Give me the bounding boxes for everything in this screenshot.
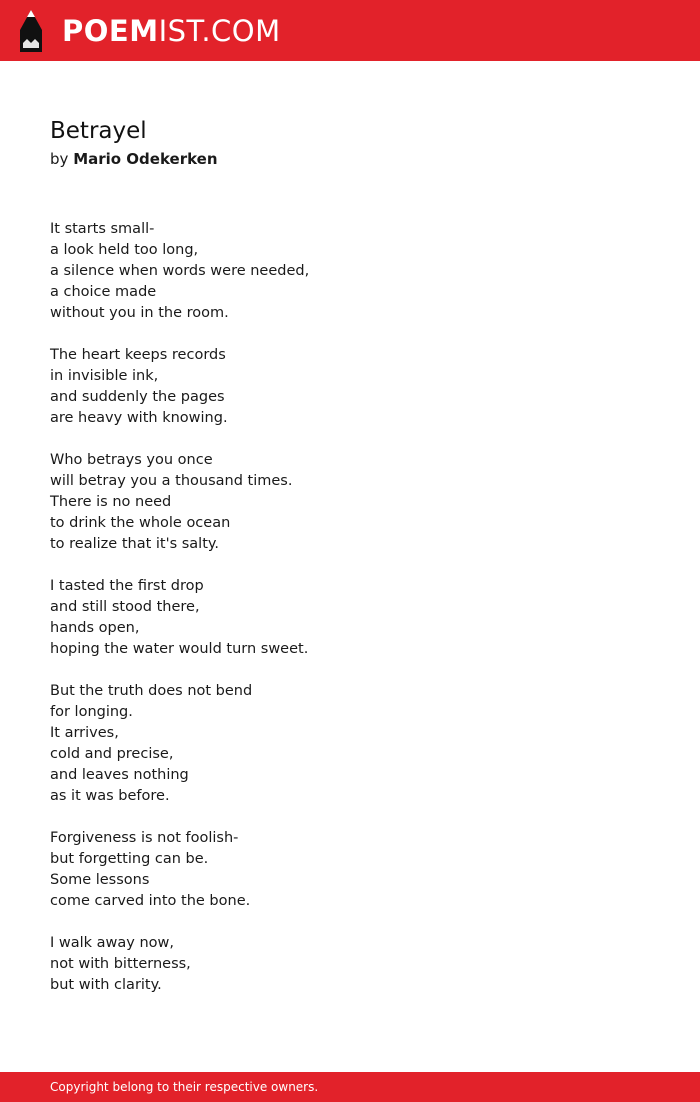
poem-line: I tasted the first drop [50,578,204,594]
poem-line: It arrives, [50,725,119,741]
poem-line: hands open, [50,620,140,636]
poem-line: but forgetting can be. [50,851,209,867]
poem-line: Some lessons [50,872,150,888]
brand-light: IST.COM [158,14,281,48]
poem-line: are heavy with knowing. [50,410,228,426]
poem-stanza [50,345,650,429]
brand-bold: POEM [62,14,159,48]
poem-line: and suddenly the pages [50,389,225,405]
poem-line: to realize that it's salty. [50,536,220,552]
poem-line: and still stood there, [50,599,200,615]
top-bar [0,0,700,61]
poem-stanza [50,576,650,660]
poem-line: to drink the whole ocean [50,515,231,531]
poem-line: but with clarity. [50,977,162,993]
poem-line: a silence when words were needed, [50,263,310,279]
poem-line: cold and precise, [50,746,174,762]
poem-line: But the truth does not bend [50,683,253,699]
footer [0,1072,700,1102]
poem-line: in invisible ink, [50,368,159,384]
byline [50,147,650,171]
poem-body [50,219,650,1017]
poem-line: a look held too long, [50,242,199,258]
poem-line: The heart keeps records [50,347,226,363]
poem-line: Forgiveness is not foolish- [50,830,239,846]
poem-title: Betrayel [50,118,147,144]
pencil-tip-icon [18,10,44,52]
poem-line: as it was before. [50,788,170,804]
poem-line: without you in the room. [50,305,229,321]
poem-stanza [50,933,650,996]
poem-header [50,115,650,171]
by-label: by [50,150,69,168]
brand-wordmark [62,13,281,49]
poem-line: It starts small- [50,221,155,237]
poem-line: and leaves nothing [50,767,189,783]
poem-line: I walk away now, [50,935,175,951]
poem-line: not with bitterness, [50,956,191,972]
poem-line: will betray you a thousand times. [50,473,293,489]
poem-stanza [50,219,650,324]
poem-line: for longing. [50,704,133,720]
poem-stanza [50,450,650,555]
poem-line: There is no need [50,494,172,510]
poem-line: come carved into the bone. [50,893,251,909]
poem-line: a choice made [50,284,157,300]
poem-stanza [50,828,650,912]
poem-line: hoping the water would turn sweet. [50,641,309,657]
copyright-notice: Copyright belong to their respective owners. [50,1080,319,1094]
poem-line: Who betrays you once [50,452,213,468]
poem-stanza [50,681,650,807]
author-name: Mario Odekerken [73,150,218,168]
